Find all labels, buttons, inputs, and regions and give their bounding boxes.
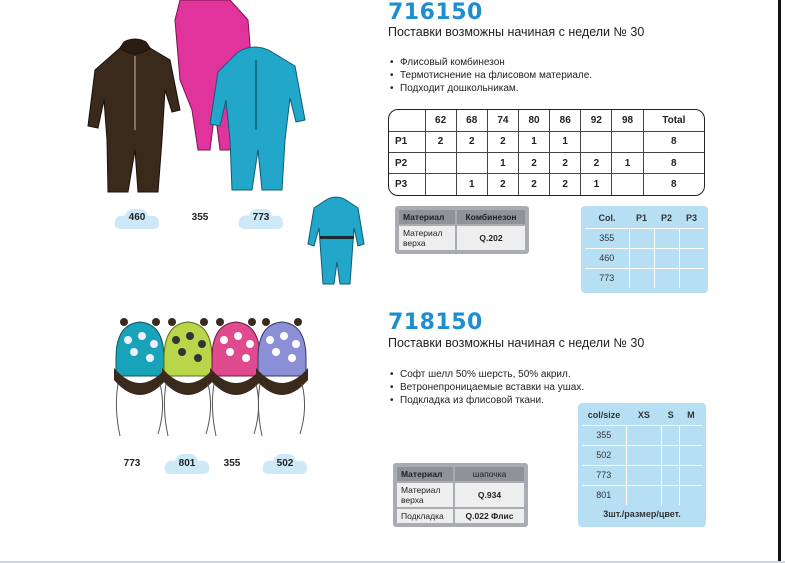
feature-item: • Софт шелл 50% шерсть, 50% акрил. [390, 368, 584, 381]
feature-item: • Термотиснение на флисовом материале. [390, 69, 592, 82]
table-row: 355 [582, 425, 702, 445]
material-row-label: Подкладка [397, 509, 453, 523]
color-table [581, 206, 708, 293]
material-table [393, 463, 528, 527]
child-jumpsuit-illustration [306, 196, 366, 288]
feature-item: • Подходит дошкольникам. [390, 82, 592, 95]
material-header-label: Материал [399, 210, 455, 224]
material-row-label: Материал верха [397, 483, 453, 507]
color-size-table [578, 403, 706, 527]
delivery-subtitle: Поставки возможны начиная с недели № 30 [388, 25, 645, 39]
table-row: 773 [582, 465, 702, 485]
hat-lime [162, 318, 214, 436]
material-row-value: Q.022 Флис [455, 509, 524, 523]
delivery-subtitle: Поставки возможны начиная с недели № 30 [388, 336, 645, 350]
table-row: 773 [585, 268, 704, 288]
material-header-label: Материал [397, 467, 453, 481]
material-row-value: Q.934 [455, 483, 524, 507]
article-number-718150: 718150 [388, 310, 483, 335]
size-distribution-table [388, 109, 705, 196]
dark-jumpsuit [88, 39, 180, 192]
material-table [395, 206, 529, 254]
table-row: 502 [582, 445, 702, 465]
table-row: P1 2 2 2 1 1 8 [389, 131, 704, 152]
material-header-value: Комбинезон [457, 210, 525, 224]
hat-teal [114, 318, 166, 436]
color-label-460: 460 [128, 212, 146, 223]
color-label-773: 773 [123, 458, 141, 469]
material-header-value: шапочка [455, 467, 524, 481]
color-label-502: 502 [276, 458, 294, 469]
page-border [778, 0, 781, 563]
article-number-716150: 716150 [388, 0, 483, 25]
color-table-header: Col. P1 P2 P3 [598, 212, 697, 223]
material-row-value: Q.202 [457, 226, 525, 250]
table-row: P3 1 2 2 2 1 8 [389, 174, 704, 195]
color-label-801: 801 [178, 458, 196, 469]
hat-lavender [256, 318, 308, 436]
jumpsuit-illustration [80, 0, 310, 200]
color-label-773: 773 [252, 212, 270, 223]
feature-list [390, 368, 584, 407]
hats-illustration [110, 318, 310, 440]
color-table-header: col/size XS S M [587, 409, 695, 420]
quantity-footer: 3шт./размер/цвет. [603, 509, 681, 519]
feature-item: • Ветронепроницаемые вставки на ушах. [390, 381, 584, 394]
color-label-355: 355 [223, 458, 241, 469]
color-label-355: 355 [191, 212, 209, 223]
hat-pink [210, 318, 262, 436]
table-row: 801 [582, 485, 702, 505]
table-row: P2 1 2 2 2 1 8 [389, 153, 704, 174]
material-row-label: Материал верха [399, 226, 455, 250]
feature-list [390, 56, 592, 95]
feature-item: • Флисовый комбинезон [390, 56, 592, 69]
table-row: 460 [585, 248, 704, 268]
size-table-header: 62 68 74 80 86 92 98 Total [389, 110, 704, 131]
feature-item: • Подкладка из флисовой ткани. [390, 394, 584, 407]
table-row: 355 [585, 228, 704, 248]
